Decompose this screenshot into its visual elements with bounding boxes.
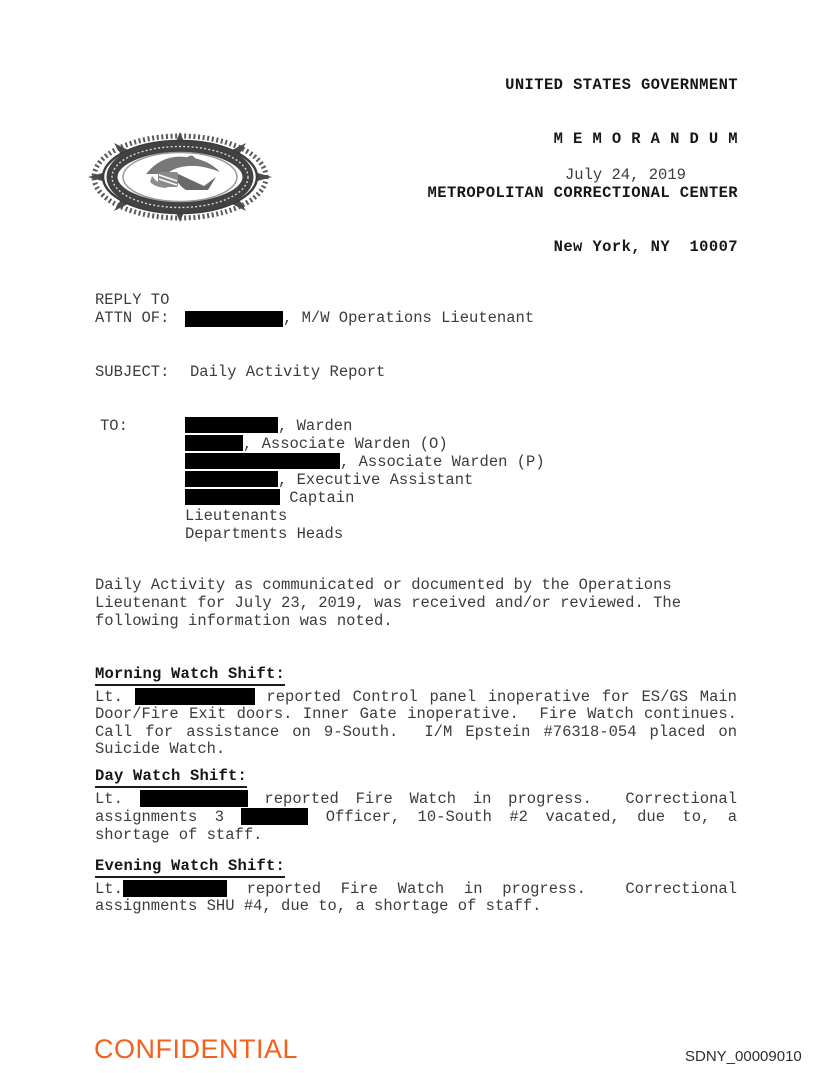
memo-text: shortage of staff. [95, 825, 263, 844]
to-recipient-text: , Associate Warden (O) [243, 435, 448, 453]
to-recipient [185, 525, 545, 543]
memo-line [95, 706, 737, 724]
memo-text: Call for assistance on 9-South. I/M Epstein #76318-054 placed on [95, 722, 737, 741]
to-label: TO: [100, 417, 128, 435]
memo-text: reported Fire Watch in progress. Correctional [226, 879, 737, 898]
to-block [100, 417, 545, 543]
to-recipient [185, 471, 545, 489]
subject-value: Daily Activity Report [190, 363, 386, 381]
memo-text: Lt. [95, 879, 123, 898]
memo-text: Door/Fire Exit doors. Inner Gate inoperative. Fire Watch continues. [95, 705, 737, 723]
confidential-stamp: CONFIDENTIAL [94, 1034, 299, 1064]
section-evening-watch [95, 858, 737, 916]
intro-line: Daily Activity as communicated or documented by the Operations [95, 576, 672, 594]
to-list [185, 417, 545, 543]
to-recipient [185, 435, 545, 453]
redaction-box [185, 417, 278, 433]
redaction-box [185, 489, 280, 505]
memo-line [95, 790, 737, 809]
memo-line [95, 741, 737, 759]
memo-text: assignments SHU #4, due to, a shortage of staff. [95, 897, 542, 915]
to-recipient-text: Departments Heads [185, 525, 344, 543]
reply-to-label: REPLY TO [95, 291, 170, 309]
to-recipient-text: , Warden [278, 417, 353, 435]
letterhead-line: New York, NY 10007 [553, 238, 738, 256]
memo-line [95, 724, 737, 742]
to-recipient-text: , Associate Warden (P) [340, 453, 545, 471]
redaction-box [185, 311, 283, 327]
subject-label: SUBJECT: [95, 363, 170, 381]
memo-line [95, 880, 737, 899]
redaction-box [185, 453, 340, 469]
to-recipient [185, 417, 545, 435]
to-recipient [185, 453, 545, 471]
memo-line [95, 898, 737, 916]
redaction-box [140, 790, 248, 807]
section-heading: Morning Watch Shift: [95, 666, 285, 686]
memo-text: Lt. [95, 789, 140, 808]
memo-text: reported Control panel inoperative for ES/GS Main [254, 687, 737, 706]
letterhead-line: METROPOLITAN CORRECTIONAL CENTER [427, 184, 738, 202]
memo-line [95, 827, 737, 845]
section-heading: Day Watch Shift: [95, 768, 247, 788]
to-recipient-text: Lieutenants [185, 507, 288, 525]
redaction-box [241, 808, 308, 825]
doj-eagle-seal-icon [88, 132, 272, 222]
intro-paragraph [95, 576, 750, 630]
section-heading: Evening Watch Shift: [95, 858, 285, 878]
attn-of-title: , M/W Operations Lieutenant [283, 309, 535, 327]
letterhead-line: UNITED STATES GOVERNMENT [505, 76, 738, 94]
to-recipient [185, 489, 545, 507]
memo-text: Lt. [95, 687, 135, 706]
memo-line [95, 688, 737, 707]
to-recipient-text: , Executive Assistant [278, 471, 474, 489]
memo-text: Officer, 10-South #2 vacated, due to, a [308, 808, 737, 826]
letterhead-line: M E M O R A N D U M [553, 130, 738, 148]
intro-line: Lieutenant for July 23, 2019, was received and/or reviewed. The [95, 594, 681, 612]
redaction-box [123, 880, 227, 897]
attn-of-label: ATTN OF: [95, 309, 170, 327]
memo-text: assignments 3 [95, 808, 242, 826]
to-recipient [185, 507, 545, 525]
bates-number: SDNY_00009010 [685, 1048, 802, 1065]
memo-text: reported Fire Watch in progress. Correctional [247, 789, 738, 808]
memo-date: July 24, 2019 [565, 166, 686, 184]
reply-to-block [95, 291, 534, 327]
section-morning-watch [95, 666, 737, 759]
subject-line [95, 363, 385, 381]
redaction-box [185, 435, 243, 451]
memo-line [95, 808, 737, 827]
redaction-box [185, 471, 278, 487]
to-recipient-text: Captain [280, 489, 355, 507]
intro-line: following information was noted. [95, 612, 393, 630]
redaction-box [135, 688, 255, 705]
section-day-watch [95, 768, 737, 844]
memo-text: Suicide Watch. [95, 740, 226, 758]
